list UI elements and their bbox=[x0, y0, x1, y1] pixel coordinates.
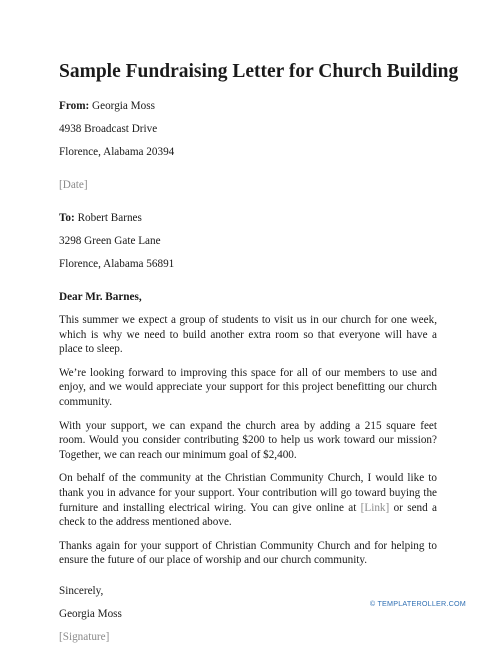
salutation: Dear Mr. Barnes, bbox=[59, 291, 142, 303]
letter-body bbox=[59, 60, 459, 653]
paragraph-1: This summer we expect a group of students to visit us in our church for one week, which is why we need to build another extra room so that everyone will have a place to sleep. bbox=[59, 314, 437, 356]
date-line: [Date] bbox=[59, 179, 88, 191]
spacer bbox=[59, 168, 437, 178]
sender-name-line bbox=[59, 99, 437, 113]
paragraph-4-text-a: On behalf of the community at the Christian Community Church, I would like to thank you in advance for your support. Your contribution will go toward buying the furniture and installing electrical wiring. You can give online at bbox=[59, 472, 437, 514]
recipient-city: Florence, Alabama 56891 bbox=[59, 258, 175, 270]
to-label: To: bbox=[59, 212, 75, 224]
sender-street: 4938 Broadcast Drive bbox=[59, 123, 158, 135]
sender-name: Georgia Moss bbox=[92, 100, 155, 112]
signature-line: [Signature] bbox=[59, 630, 110, 643]
paragraph-3: With your support, we can expand the church area by adding a 215 square feet room. Would you consider contributing $200 to help us work toward our mission? Together, we can reach our minimum goal of $2,400. bbox=[59, 419, 437, 461]
closing: Sincerely, bbox=[59, 584, 104, 597]
signature-placeholder[interactable]: Signature bbox=[62, 630, 106, 643]
paragraph-4-text-b: or send a check to the address mentioned above. bbox=[59, 501, 438, 529]
letter-title: Sample Fundraising Letter for Church Building bbox=[59, 61, 459, 82]
recipient-name-line bbox=[59, 211, 437, 225]
recipient-street: 3298 Green Gate Lane bbox=[59, 235, 161, 247]
paragraph-5: Thanks again for your support of Christian Community Church and for helping to ensure the future of our place of worship and our church community. bbox=[59, 539, 437, 567]
date-placeholder[interactable]: Date bbox=[62, 179, 84, 191]
spacer bbox=[59, 280, 437, 290]
sender-city: Florence, Alabama 20394 bbox=[59, 146, 175, 158]
paragraph-2: We’re looking forward to improving this space for all of our members to use and enjoy, and we would appreciate your support for this project benefitting our church community. bbox=[59, 366, 437, 408]
paragraph-4: On behalf of the community at the Christian Community Church, I would like to thank you in advance for your support. Your contribution will go toward buying the furniture and installing electrical wiring. You can give online at [Link] or send a check to the address mentioned above. bbox=[59, 472, 438, 529]
recipient-name: Robert Barnes bbox=[77, 212, 142, 224]
link-placeholder[interactable]: Link bbox=[364, 501, 386, 514]
signer-name: Georgia Moss bbox=[59, 607, 122, 620]
footer-watermark[interactable]: © TEMPLATEROLLER.COM bbox=[369, 599, 466, 608]
from-label: From: bbox=[59, 100, 90, 112]
spacer bbox=[59, 201, 437, 211]
